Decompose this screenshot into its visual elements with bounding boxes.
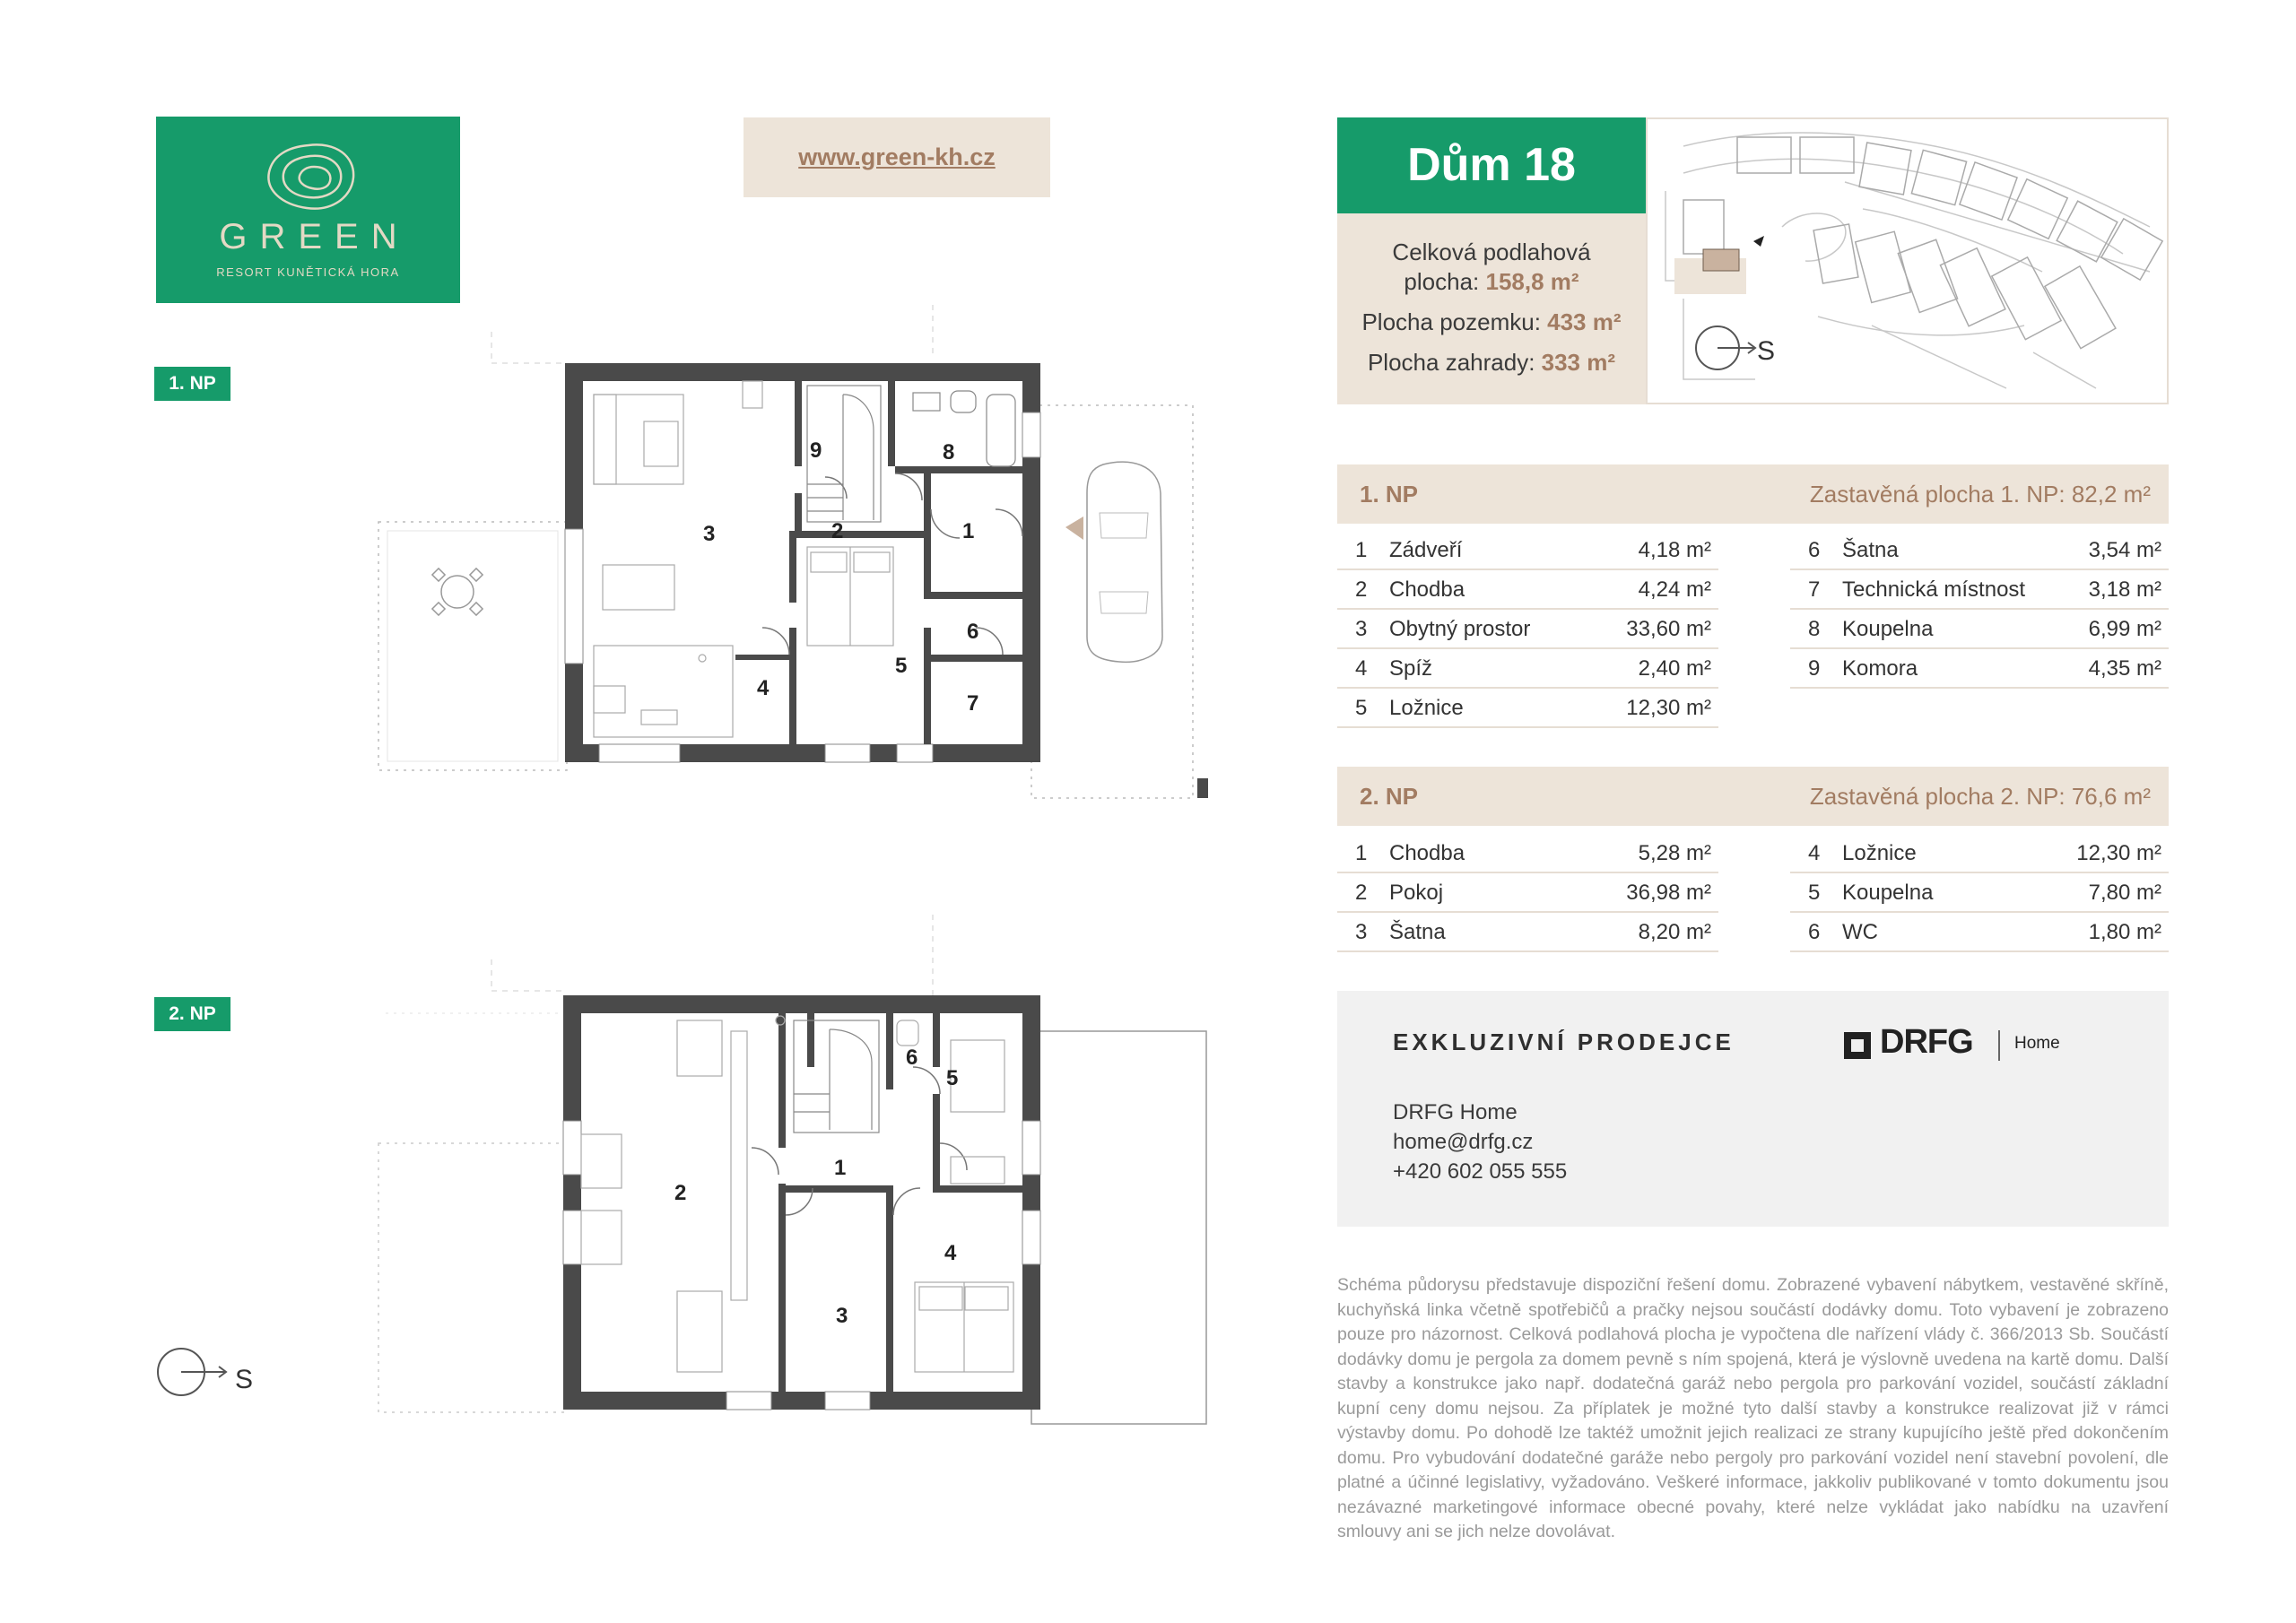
room-label-9: 9 bbox=[810, 438, 822, 463]
green-resort-logo bbox=[156, 117, 460, 303]
compass-icon bbox=[156, 1347, 264, 1401]
site-plan-map bbox=[1646, 117, 2169, 404]
garden-value: 333 m² bbox=[1541, 349, 1616, 376]
floor-plan-np1 bbox=[359, 305, 1220, 816]
website-link[interactable]: www.green-kh.cz bbox=[744, 117, 1050, 197]
logo-divider bbox=[1998, 1030, 2000, 1061]
house-info bbox=[1337, 213, 1646, 404]
table-row: 9 Komora 4,35 m² bbox=[1790, 649, 2169, 689]
floor-tag-np1: 1. NP bbox=[154, 367, 230, 401]
room-label-6: 6 bbox=[906, 1046, 918, 1070]
plot-label: Plocha pozemku: bbox=[1361, 308, 1548, 335]
room-label-3: 3 bbox=[836, 1304, 848, 1328]
room-label-4: 4 bbox=[757, 676, 770, 700]
floor-area-label-2: plocha: bbox=[1404, 268, 1486, 295]
room-label-1: 1 bbox=[962, 519, 975, 543]
table-row: 6 WC 1,80 m² bbox=[1790, 913, 2169, 952]
np1-section-header bbox=[1337, 464, 2169, 524]
drfg-logo-sub: Home bbox=[2014, 1034, 2060, 1053]
room-label-7: 7 bbox=[967, 691, 979, 716]
garden-label: Plocha zahrady: bbox=[1367, 349, 1542, 376]
floor-plan-np2 bbox=[359, 915, 1220, 1453]
room-label-5: 5 bbox=[946, 1066, 959, 1090]
room-label-1: 1 bbox=[834, 1156, 847, 1180]
np1-rooms-right bbox=[1790, 531, 2169, 689]
room-label-5: 5 bbox=[895, 654, 908, 678]
floor-area-value: 158,8 m² bbox=[1485, 268, 1579, 295]
table-row: 4 Ložnice 12,30 m² bbox=[1790, 834, 2169, 873]
seller-box bbox=[1337, 991, 2169, 1227]
seller-heading: EXKLUZIVNÍ PRODEJCE bbox=[1393, 1028, 1735, 1055]
np1-title: 1. NP bbox=[1360, 481, 1419, 508]
np2-rooms-left bbox=[1337, 834, 1718, 952]
table-row: 3 Šatna 8,20 m² bbox=[1337, 913, 1718, 952]
disclaimer-text: Schéma půdorysu představuje dispoziční řešení domu. Zobrazené vybavení nábytkem, vestavěné skříně, kuchyňská linka včetně spotřebičů a pračky nejsou součástí dodávky domu. Toto vybavení je zobrazeno pouze pro názornost. Celková podlahová plocha je vypočtena dle nařízení vlády č. 366/2013 Sb. Součástí dodávky domu je pergola za domem pevně s ním spojená, která je výslovně uvedena na kartě domu. Další stavby a konstrukce jako např. dodatečná garáž nebo pergola pro parkování vozidel, součástí základní kupní ceny domu nejsou. Za příplatek je možné tyto další stavby a konstrukce realizovat již v rámci výstavby domu. Po dohodě lze taktéž umožnit jejich realizaci ze strany kupujícího ještě před dokončením domu. Pro vybudování dodatečné garáže nebo pergoly pro parkování vozidel není stavební povolení, dle platné a účinné legislativy, vyžadováno. Veškeré informace, jakkoliv publikované v tomto dokumentu jsou nezávazné marketingové informace obecné povahy, které nelze vykládat jako nabídku na uzavření smlouvy ani se jich nelze dovolávat. bbox=[1337, 1275, 2169, 1541]
table-row: 7 Technická místnost 3,18 m² bbox=[1790, 570, 2169, 610]
compass-label: S bbox=[235, 1365, 254, 1394]
drfg-logo-text: DRFG bbox=[1880, 1023, 1973, 1061]
room-label-8: 8 bbox=[943, 440, 955, 464]
np2-section-header bbox=[1337, 767, 2169, 826]
seller-name: DRFG Home bbox=[1393, 1100, 1518, 1124]
np1-rooms-left bbox=[1337, 531, 1718, 728]
table-row: 6 Šatna 3,54 m² bbox=[1790, 531, 2169, 570]
table-row: 5 Koupelna 7,80 m² bbox=[1790, 873, 2169, 913]
table-row: 1 Zádveří 4,18 m² bbox=[1337, 531, 1718, 570]
seller-phone[interactable]: +420 602 055 555 bbox=[1393, 1159, 1568, 1184]
room-label-6: 6 bbox=[967, 620, 979, 644]
house-title: Dům 18 bbox=[1337, 117, 1646, 213]
table-row: 3 Obytný prostor 33,60 m² bbox=[1337, 610, 1718, 649]
np2-title: 2. NP bbox=[1360, 783, 1419, 810]
seller-email[interactable]: home@drfg.cz bbox=[1393, 1130, 1534, 1154]
lake-logo-icon bbox=[246, 135, 371, 224]
table-row: 1 Chodba 5,28 m² bbox=[1337, 834, 1718, 873]
room-label-3: 3 bbox=[703, 522, 716, 546]
np2-built-area: Zastavěná plocha 2. NP: 76,6 m² bbox=[1809, 783, 2151, 810]
floor-area-label-1: Celková podlahová bbox=[1392, 239, 1591, 265]
table-row: 8 Koupelna 6,99 m² bbox=[1790, 610, 2169, 649]
room-label-4: 4 bbox=[944, 1241, 957, 1265]
room-label-2: 2 bbox=[674, 1181, 687, 1205]
siteplan-compass-label: S bbox=[1757, 336, 1776, 366]
table-row: 4 Spíž 2,40 m² bbox=[1337, 649, 1718, 689]
plot-value: 433 m² bbox=[1547, 308, 1622, 335]
room-label-2: 2 bbox=[831, 519, 844, 543]
drfg-square-icon bbox=[1844, 1032, 1871, 1059]
table-row: 2 Chodba 4,24 m² bbox=[1337, 570, 1718, 610]
floor-tag-np2: 2. NP bbox=[154, 997, 230, 1031]
logo-brand: GREEN bbox=[219, 217, 410, 256]
logo-subtitle: RESORT KUNĚTICKÁ HORA bbox=[216, 265, 400, 279]
np1-built-area: Zastavěná plocha 1. NP: 82,2 m² bbox=[1809, 481, 2151, 508]
np2-rooms-right bbox=[1790, 834, 2169, 952]
table-row: 5 Ložnice 12,30 m² bbox=[1337, 689, 1718, 728]
table-row: 2 Pokoj 36,98 m² bbox=[1337, 873, 1718, 913]
